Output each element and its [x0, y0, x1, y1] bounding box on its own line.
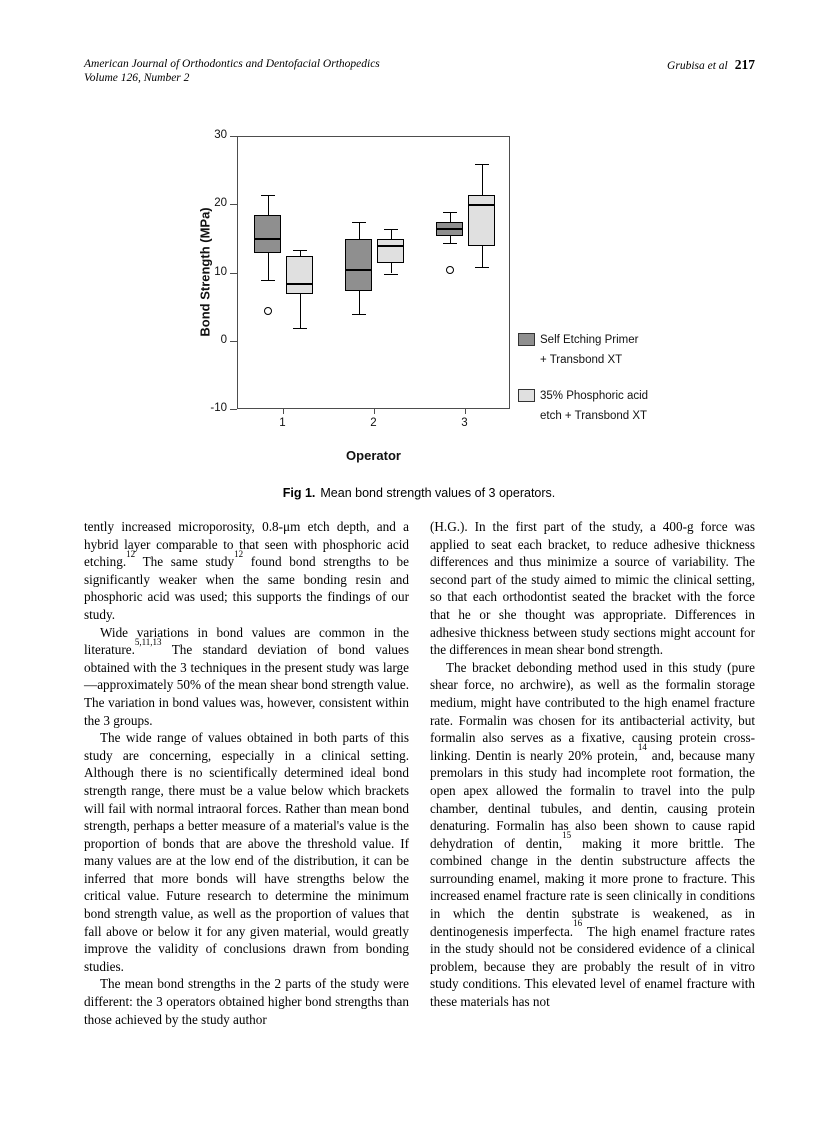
y-tick-mark	[230, 341, 237, 342]
y-tick-label: 0	[220, 333, 227, 346]
reference-superscript: 16	[573, 918, 583, 929]
paragraph: tently increased microporosity, 0.8-μm etch depth, and a hybrid layer comparable to that seen with phosphoric acid etching.$^{12}$ The same study$^{12}$ found bond strengths to be significantly weaker when the same bonding resin and phosphoric acid was used; this supports the findings of our study.	[84, 519, 410, 622]
median-line	[286, 283, 313, 285]
legend-item-phosphoric-acid	[518, 386, 648, 426]
paragraph: The wide range of values obtained in both parts of this study are concerning, especially in a clinical setting. Although there is no scientifically determined ideal bond strength range, there must be a value below which brackets will fail with normal intraoral forces. Rather than mean bond strength, perhaps a better measure of a material's value is the proportion of bonds that are above the threshold value. If many values are at the low end of the distribution, it can be inferred that more bonds will have strengths below the critical value. Future research to determine the minimum bond strength value, as well as the proportion of values that fall above or below it for any given material, would greatly improve the validity of conclusions drawn from bonding studies.	[84, 730, 409, 974]
whisker-cap	[443, 212, 457, 213]
legend-label-line: + Transbond XT	[540, 354, 623, 366]
paragraph: (H.G.). In the first part of the study, a 400-g force was applied to seat each bracket, to reduce adhesive thickness differences and thus minimize a source of variability. The second part of the study aimed to mimic the clinical setting, so that each orthodontist seated the bracket with the force that he or she thought was appropriate. Differences in adhesive thickness between study sections might account for the differences in mean shear bond strength.	[430, 519, 755, 658]
legend-label-line: Self Etching Primer	[540, 334, 639, 346]
reference-superscript: 12	[234, 548, 244, 559]
x-axis-title: Operator	[346, 448, 401, 463]
figure-caption	[0, 486, 838, 500]
running-authors: Grubisa et al	[667, 60, 728, 72]
whisker-cap	[443, 243, 457, 244]
whisker-cap	[475, 267, 489, 268]
legend-swatch-1	[518, 389, 535, 402]
y-tick-label: 30	[214, 129, 227, 141]
box	[286, 256, 313, 294]
whisker-cap	[352, 222, 366, 223]
x-tick-label: 1	[279, 417, 286, 429]
running-head-left	[84, 57, 380, 85]
box	[468, 195, 495, 246]
reference-superscript: 14	[637, 742, 647, 753]
legend-label	[540, 386, 648, 426]
whisker-cap	[384, 229, 398, 230]
median-line	[436, 228, 463, 230]
journal-volume: Volume 126, Number 2	[84, 72, 190, 84]
whisker-cap	[352, 314, 366, 315]
median-line	[345, 269, 372, 271]
figure-caption-text: Mean bond strength values of 3 operators.	[320, 486, 556, 500]
box	[377, 239, 404, 263]
whisker-cap	[261, 280, 275, 281]
whisker-cap	[293, 328, 307, 329]
median-line	[254, 238, 281, 240]
x-tick-mark	[283, 409, 284, 414]
chart-legend	[518, 330, 648, 442]
box	[345, 239, 372, 290]
reference-superscript: 15	[562, 830, 572, 841]
legend-swatch-0	[518, 333, 535, 346]
whisker-cap	[475, 164, 489, 165]
outlier-point	[446, 266, 454, 274]
x-tick-mark	[465, 409, 466, 414]
median-line	[468, 204, 495, 206]
y-tick-mark	[230, 273, 237, 274]
y-tick-label: 10	[214, 265, 227, 278]
legend-item-self-etching-primer	[518, 330, 648, 370]
y-tick-label: -10	[210, 402, 227, 414]
y-axis-title: Bond Strength (MPa)	[197, 207, 213, 337]
outlier-point	[264, 307, 272, 315]
running-head	[84, 57, 755, 85]
page-number: 217	[734, 57, 755, 72]
whisker-cap	[384, 274, 398, 275]
legend-label-line: 35% Phosphoric acid	[540, 390, 649, 402]
y-tick-mark	[230, 136, 237, 137]
plot-area	[237, 136, 510, 409]
y-tick-mark	[230, 204, 237, 205]
median-line	[377, 245, 404, 247]
reference-superscript: 12	[126, 548, 136, 559]
y-tick-mark	[230, 409, 237, 410]
body-text	[84, 518, 755, 1028]
body-column-right	[430, 518, 755, 1028]
y-tick-label: 20	[214, 197, 227, 210]
box	[254, 215, 281, 253]
reference-superscript: 5,11,13	[134, 636, 162, 647]
journal-title: American Journal of Orthodontics and Dentofacial Orthopedics	[84, 58, 380, 70]
paragraph: The bracket debonding method used in this study (pure shear force, no archwire), as well as the formalin storage medium, might have contributed to the high enamel fracture rate. Formalin was chosen for its antibacterial activity, but formalin also serves as a fixative, causing protein cross-linking. Dentin is nearly 20% protein,$^{14}$ and, because many premolars in this study had incomplete root formation, the open apex allowed the formalin to travel into the pulp chamber, dentinal tubules, and dentin, causing protein denaturing. Formalin has also been shown to cause rapid dehydration of dentin,$^{15}$ making it more brittle. The combined change in the dentin substructure affects the surrounding enamel, making it more prone to fracture. This increased enamel fracture rate is seen clinically in conditions in which the dentin substrate is weakened, as in dentinogenesis imperfecta.$^{16}$ The high enamel fracture rates in the study should not be considered evidence of a clinical problem, because they are probably the result of in vitro study conditions. This elevated level of enamel fracture with these materials has not	[430, 659, 756, 1010]
paragraph: The mean bond strengths in the 2 parts of the study were different: the 3 operators obtained higher bond strengths than those achieved by the study author	[84, 976, 409, 1027]
x-tick-mark	[374, 409, 375, 414]
figure-caption-label: Fig 1.	[282, 486, 316, 500]
x-tick-label: 3	[461, 417, 468, 429]
legend-label-line: etch + Transbond XT	[540, 410, 648, 422]
paragraph: Wide variations in bond values are common in the literature.$^{5,11,13}$ The standard deviation of bond values obtained with the 3 techniques in the present study was large—approximately 50% of the mean shear bond strength value. The variation in bond values was, however, consistent within the 3 groups.	[84, 624, 409, 728]
whisker-cap	[293, 250, 307, 251]
whisker-cap	[261, 195, 275, 196]
legend-label	[540, 330, 638, 370]
running-head-right	[667, 57, 755, 73]
body-column-left	[84, 518, 409, 1028]
boxplot-chart	[183, 120, 673, 470]
x-tick-label: 2	[370, 417, 377, 429]
